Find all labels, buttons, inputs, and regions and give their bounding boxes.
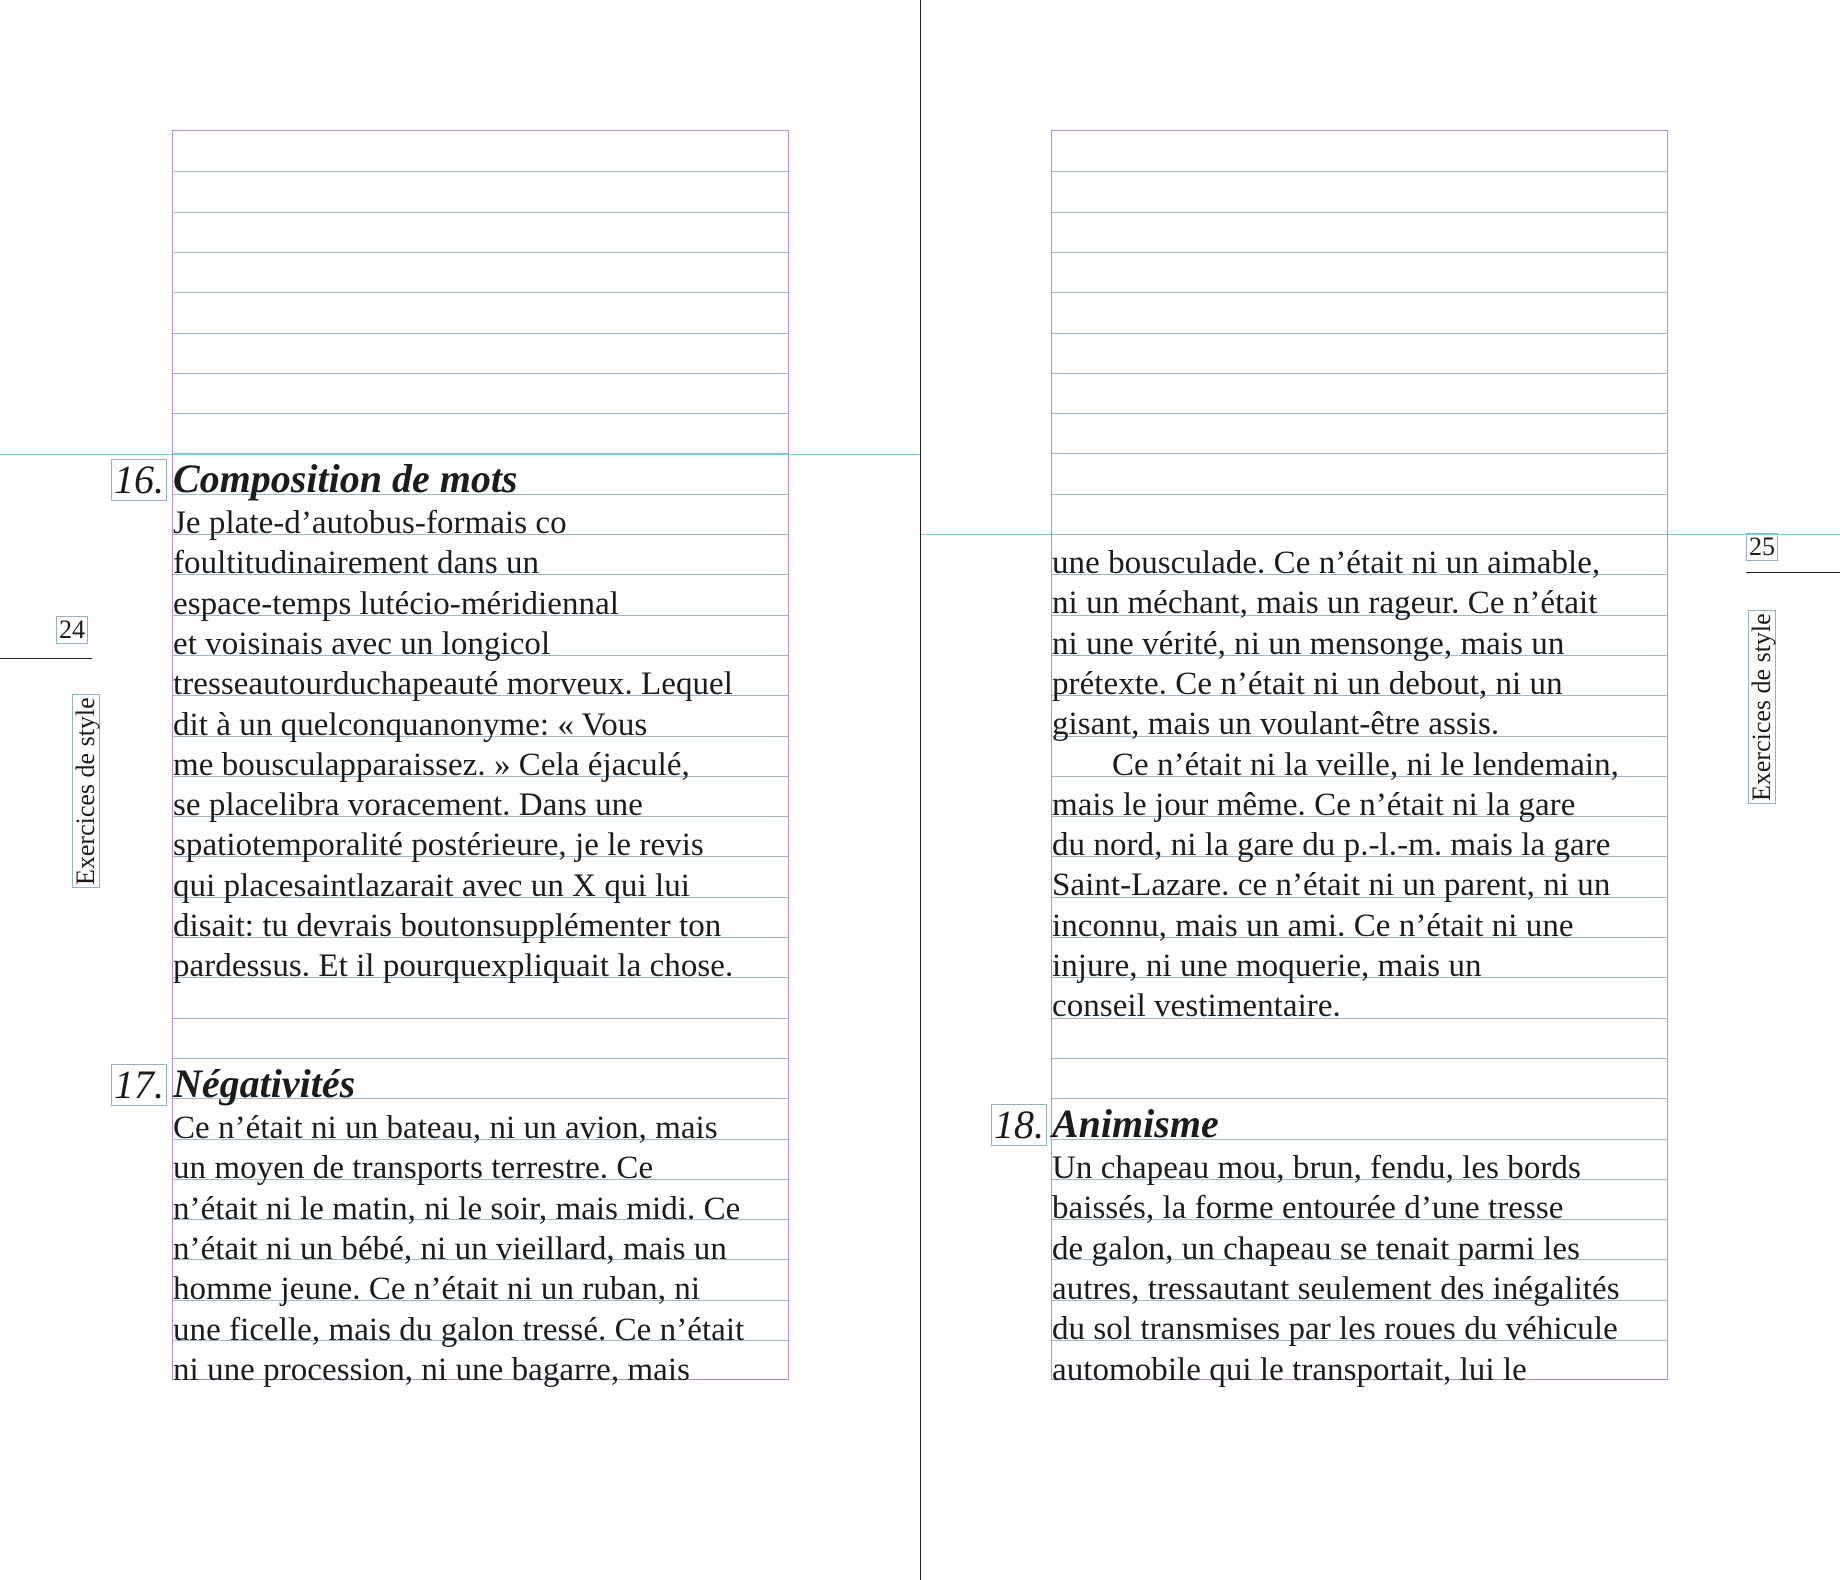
text-line: ni une procession, ni une bagarre, mais bbox=[173, 1351, 690, 1388]
baseline-grid-line bbox=[1052, 494, 1667, 495]
baseline-grid-line bbox=[1052, 333, 1667, 334]
text-line: espace-temps lutécio-méridiennal bbox=[173, 585, 619, 622]
text-line: Saint-Lazare. ce n’était ni un parent, ni un bbox=[1052, 867, 1611, 904]
baseline-grid-line bbox=[1052, 1098, 1667, 1099]
baseline-grid-line bbox=[1052, 534, 1667, 535]
text-line: pardessus. Et il pourquexpliquait la chose. bbox=[173, 948, 734, 985]
text-line: injure, ni une moquerie, mais un bbox=[1052, 948, 1482, 984]
baseline-grid-line bbox=[173, 212, 788, 213]
text-line: mais le jour même. Ce n’était ni la gare bbox=[1052, 786, 1576, 823]
baseline-grid-line bbox=[173, 373, 788, 374]
text-line: de galon, un chapeau se tenait parmi les bbox=[1052, 1230, 1580, 1267]
section-title-18: Animisme bbox=[1052, 1101, 1219, 1146]
text-line: n’était ni un bébé, ni un vieillard, mais un bbox=[173, 1230, 727, 1267]
section-title-17: Négativités bbox=[173, 1061, 356, 1106]
text-line: ni un méchant, mais un rageur. Ce n’était bbox=[1052, 585, 1598, 622]
text-line: du nord, ni la gare du p.-l.-m. mais la gare bbox=[1052, 827, 1611, 864]
text-line: prétexte. Ce n’était ni un debout, ni un bbox=[1052, 665, 1563, 702]
left-folio-rule bbox=[0, 658, 92, 659]
baseline-grid-line bbox=[1052, 1058, 1667, 1059]
left-running-head: Exercices de style bbox=[72, 694, 100, 888]
text-line: inconnu, mais un ami. Ce n’était ni une bbox=[1052, 907, 1574, 944]
right-folio: 25 bbox=[1746, 533, 1778, 561]
baseline-grid-line bbox=[173, 1018, 788, 1019]
text-line: gisant, mais un voulant-être assis. bbox=[1052, 706, 1500, 743]
text-line: dit à un quelconquanonyme: « Vous bbox=[173, 706, 648, 743]
text-line: spatiotemporalité postérieure, je le revis bbox=[173, 827, 704, 864]
baseline-grid-line bbox=[1052, 212, 1667, 213]
baseline-grid-line bbox=[173, 453, 788, 454]
baseline-grid-line bbox=[1052, 292, 1667, 293]
text-line: disait: tu devrais boutonsupplémenter ton bbox=[173, 908, 722, 944]
baseline-grid-line bbox=[173, 333, 788, 334]
text-line: une bousculade. Ce n’était ni un aimable, bbox=[1052, 545, 1601, 581]
text-line: foultitudinairement dans un bbox=[173, 545, 540, 582]
text-line: baissés, la forme entourée d’une tresse bbox=[1052, 1190, 1564, 1227]
left-folio: 24 bbox=[56, 616, 88, 644]
text-line: un moyen de transports terrestre. Ce bbox=[173, 1150, 654, 1187]
section-title-16: Composition de mots bbox=[173, 456, 518, 501]
text-line: Ce n’était ni la veille, ni le lendemain, bbox=[1112, 746, 1619, 783]
baseline-grid-line bbox=[1052, 453, 1667, 454]
text-line: une ficelle, mais du galon tressé. Ce n’était bbox=[173, 1311, 745, 1348]
section-number-17: 17. bbox=[111, 1064, 167, 1106]
text-line: automobile qui le transportait, lui le bbox=[1052, 1351, 1527, 1388]
text-line: n’était ni le matin, ni le soir, mais midi. Ce bbox=[173, 1190, 741, 1227]
baseline-grid-line bbox=[173, 171, 788, 172]
text-line: du sol transmises par les roues du véhicule bbox=[1052, 1311, 1618, 1348]
spine-gutter bbox=[920, 0, 921, 1580]
text-line: Je plate-d’autobus-formais co bbox=[173, 505, 567, 541]
baseline-grid-line bbox=[1052, 252, 1667, 253]
baseline-grid-line bbox=[1052, 171, 1667, 172]
text-line: et voisinais avec un longicol bbox=[173, 625, 551, 662]
baseline-grid-line bbox=[173, 252, 788, 253]
section-number-18: 18. bbox=[991, 1104, 1047, 1146]
section-number-16: 16. bbox=[111, 459, 167, 501]
text-line: me bousculapparaissez. » Cela éjaculé, bbox=[173, 746, 690, 783]
text-line: autres, tressautant seulement des inégalités bbox=[1052, 1270, 1620, 1307]
baseline-grid-line bbox=[173, 292, 788, 293]
baseline-grid-line bbox=[1052, 413, 1667, 414]
right-folio-rule bbox=[1746, 572, 1840, 573]
text-line: ni une vérité, ni un mensonge, mais un bbox=[1052, 625, 1565, 662]
text-line: Ce n’était ni un bateau, ni un avion, mais bbox=[173, 1110, 718, 1146]
text-line: se placelibra voracement. Dans une bbox=[173, 787, 643, 824]
text-line: homme jeune. Ce n’était ni un ruban, ni bbox=[173, 1271, 701, 1308]
baseline-grid-line bbox=[173, 1058, 788, 1059]
baseline-grid-line bbox=[173, 413, 788, 414]
right-running-head: Exercices de style bbox=[1748, 610, 1776, 804]
text-line: qui placesaintlazarait avec un X qui lui bbox=[173, 867, 690, 904]
baseline-grid-line bbox=[1052, 373, 1667, 374]
text-line: conseil vestimentaire. bbox=[1052, 988, 1341, 1025]
text-line: tresseautourduchapeauté morveux. Lequel bbox=[173, 666, 733, 703]
text-line: Un chapeau mou, brun, fendu, les bords bbox=[1052, 1150, 1581, 1186]
